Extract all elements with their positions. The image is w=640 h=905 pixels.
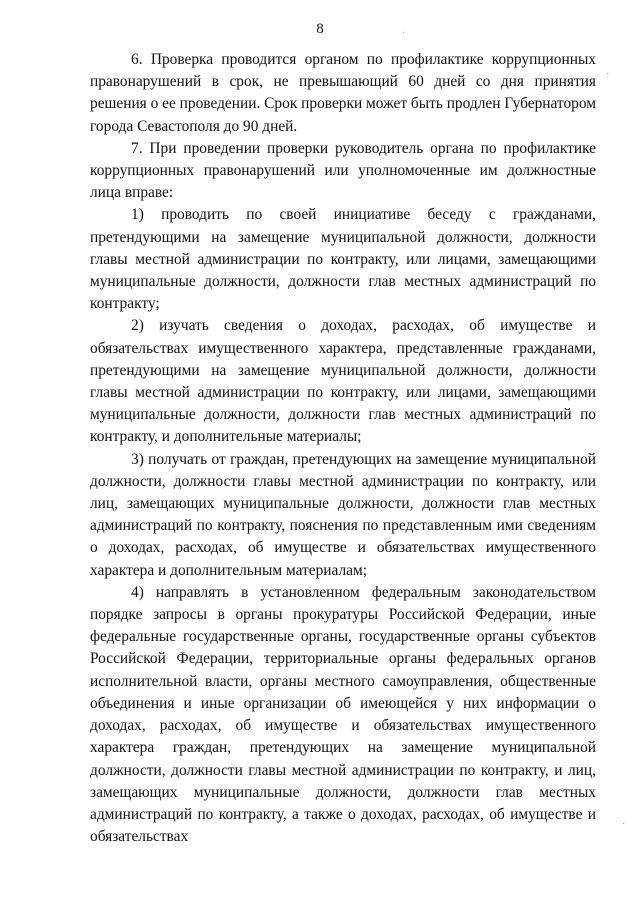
list-item-2-study-info: 2) изучать сведения о доходах, расходах, об имуществе и обязательствах имущественного характера, представленные гражданами, претендующими на замещение муниципальной должности, должности главы местной администрации по контракту, или лицами, замещающими муниципальные должности, должности глав местных администраций по контракту, и дополнительные материалы;: [90, 317, 596, 446]
scan-speck: ·: [402, 28, 406, 39]
paragraph-7-rights-intro: 7. При проведении проверки руководитель органа по профилактике коррупционных правонарушений или уполномоченные им должностные лица вправе:: [90, 139, 596, 202]
page-number: 8: [316, 21, 324, 37]
scan-speck: ·: [622, 819, 626, 830]
list-item-3-explanations: 3) получать от граждан, претендующих на замещение муниципальной должности, должности главы местной администрации по контракту, или лиц, замещающих муниципальные должности, должности глав местных администраций по контракту, пояснения по представленным ими сведениям о доходах, расходах, об имуществе и обязательствах имущественного характера и дополнительным материалам;: [90, 450, 596, 579]
list-item-1-conversation: 1) проводить по своей инициативе беседу с гражданами, претендующими на замещение муниципальной должности, должности главы местной администрации по контракту, или лицами, замещающими муниципальные должности, должности глав местных администраций по контракту;: [90, 206, 596, 313]
paragraph-6-check-period: 6. Проверка проводится органом по профилактике коррупционных правонарушений в срок, не превышающий 60 дней со дня принятия решения о ее проведении. Срок проверки может быть продлен Губернатором города Севастополя до 90 дней.: [90, 51, 596, 135]
scan-speck: ·: [606, 69, 610, 80]
document-body: [90, 49, 596, 848]
list-item-4-requests: 4) направлять в установленном федеральным законодательством порядке запросы в органы прокуратуры Российской Федерации, иные федеральные государственные органы, государственные органы субъектов Российской Федерации, территориальные органы федеральных органов исполнительной власти, органы местного самоуправления, общественные объединения и иные организации об имеющейся у них информации о доходах, расходах, об имуществе и обязательствах имущественного характера граждан, претендующих на замещение муниципальной должности, должности главы местной администрации по контракту, и лиц, замещающих муниципальные должности, должности глав местных администраций по контракту, а также о доходах, расходах, об имуществе и обязательствах: [90, 583, 596, 846]
